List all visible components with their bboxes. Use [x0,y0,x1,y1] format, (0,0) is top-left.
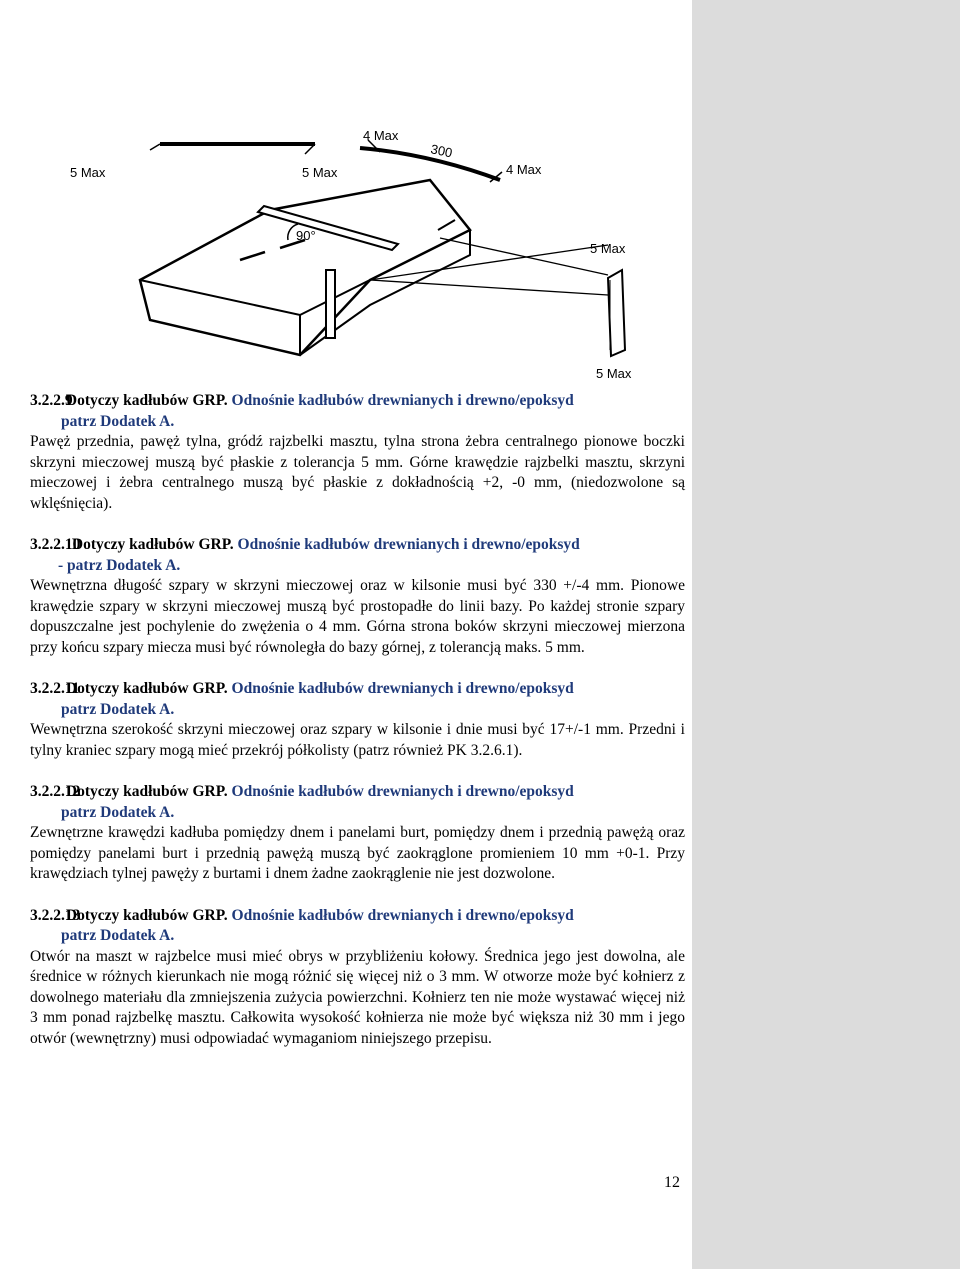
label-5max-side-top: 5 Max [590,241,626,256]
section-title-black: Dotyczy kadłubów GRP. [65,783,228,800]
section-number: 3.2.2.10 [30,536,81,553]
section-body: Otwór na maszt w rajzbelce musi mieć obrys w przybliżeniu kołowy. Średnica jego jest dowolna, ale średnice w różnych kierunkach nie mogą różnić się więcej niż o 3 mm. W otworze może być kołnierz z dowolnego materiału dla zmniejszenia zużycia powierzchni. Kołnierz ten nie może wystawać więcej niż 3 mm ponad rajzbelkę masztu. Całkowita wysokość kołnierza nie może być większa niż 30 mm i jego otwór (wewnętrzny) musi odpowiadać wymaganiom niniejszego przepisu. [30,947,685,1047]
section-number: 3.2.2.13 [30,906,81,924]
label-4max-left: 4 Max [363,128,399,143]
section-3-2-2-12 [30,782,685,885]
section-title-sub: - patrz Dodatek A. [58,556,181,574]
label-90: 90° [296,228,316,243]
page-number: 12 [664,1174,680,1191]
section-heading [30,782,685,823]
section-title-black: Dotyczy kadłubów GRP. [65,906,228,924]
section-title-black: Dotyczy kadłubów GRP. [65,392,228,409]
section-3-2-2-11 [30,679,685,761]
label-4max-right: 4 Max [506,162,542,177]
side-detail-bar [608,270,625,356]
label-5max-left: 5 Max [70,165,106,180]
section-number: 3.2.2.9 [30,392,73,409]
section-title-sub: patrz Dodatek A. [61,927,175,944]
section-3-2-2-9 [30,391,685,514]
sidebar-panel [692,0,960,1269]
section-title-sub: patrz Dodatek A. [61,700,175,718]
label-5max-mid: 5 Max [302,165,338,180]
section-title-blue: Odnośnie kadłubów drewnianych i drewno/epoksyd [231,680,574,697]
section-3-2-2-10 [30,535,685,658]
section-title-sub: patrz Dodatek A. [61,412,175,430]
section-number: 3.2.2.11 [30,680,80,697]
label-5max-side-bottom: 5 Max [596,366,632,381]
pointer-line [150,144,160,150]
hull-diagram [70,120,650,388]
section-number: 3.2.2.12 [30,783,81,800]
hull-diagram-svg [70,120,650,388]
section-heading [30,906,685,947]
hull-outline [140,180,470,355]
section-heading [30,391,685,432]
section-body: Wewnętrzna długość szpary w skrzyni mieczowej oraz w kilsonie musi być 330 +/-4 mm. Pionowe krawędzie szpary w skrzyni mieczowej muszą być prostopadłe do linii bazy. Po każdej stronie szpary dopuszczalne jest pochylenie do zwężenia o 4 mm. Górna strona boków skrzyni mieczowej mierzona przy końcu szpary miecza musi być równoległa do bazy górnej, z tolerancją maks. 5 mm. [30,577,685,656]
vertical-gauge [326,270,335,338]
section-title-blue: Odnośnie kadłubów drewnianych i drewno/epoksyd [231,783,574,800]
section-title-blue: Odnośnie kadłubów drewnianych i drewno/epoksyd [231,392,574,409]
section-title-sub: patrz Dodatek A. [61,803,175,821]
section-title-black: Dotyczy kadłubów GRP. [71,536,234,553]
section-title-black: Dotyczy kadłubów GRP. [65,680,228,697]
section-title-blue: Odnośnie kadłubów drewnianych i drewno/epoksyd [237,536,580,553]
document-content [30,391,685,1070]
section-title-blue: Odnośnie kadłubów drewnianych i drewno/epoksyd [231,906,574,924]
section-body: Wewnętrzna szerokość skrzyni mieczowej oraz szpary w kilsonie i dnie musi być 17+/-1 mm. Przedni i tylny kraniec szpary mogą mieć przekrój półkolisty (patrz również PK 3.2.6.1). [30,721,685,759]
section-heading [30,535,685,576]
section-heading [30,679,685,720]
section-body: Pawęż przednia, pawęż tylna, gródź rajzbelki masztu, tylna strona żebra centralnego pionowe boczki skrzyni mieczowej muszą być płaskie z tolerancja 5 mm. Górne krawędzie rajzbelki masztu, skrzyni mieczowej i żebra centralnego muszą być płaskie z dokładnością +2, -0 mm, (niedozwolone są wklęśnięcia). [30,433,685,512]
section-body: Zewnętrzne krawędzi kadłuba pomiędzy dnem i panelami burt, pomiędzy dnem i przednią pawężą oraz pomiędzy panelami burt i przednią pawężą muszą być zaokrąglone promieniem 10 mm +0-1. Przy krawędziach tylnej pawęży z burtami i dnem żadne zaokrąglenie nie jest dozwolone. [30,824,685,882]
section-3-2-2-13 [30,906,685,1050]
label-300: 300 [429,141,454,161]
